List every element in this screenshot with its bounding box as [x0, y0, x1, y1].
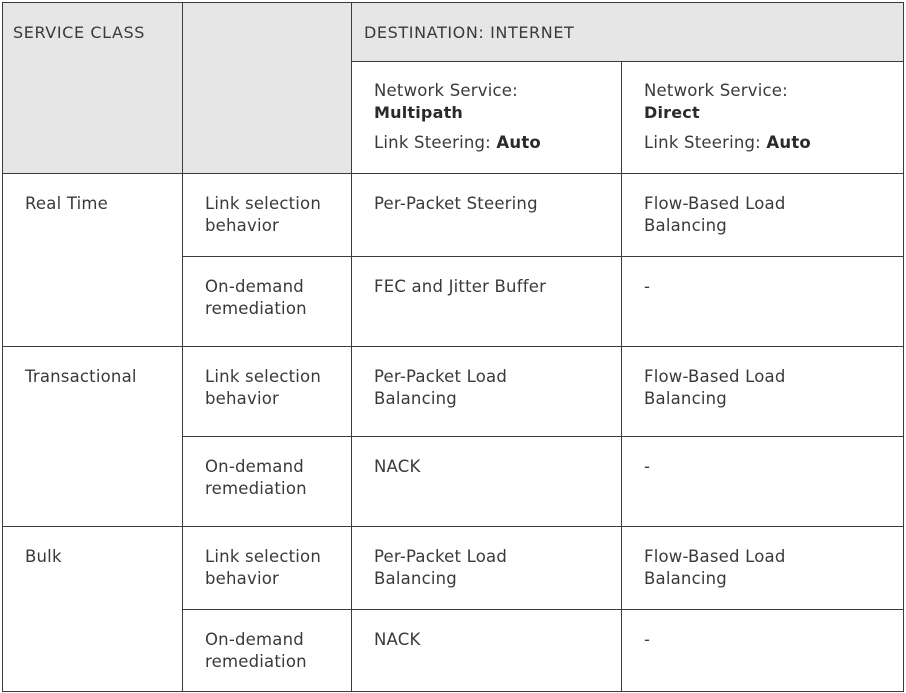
direct-value-cell [622, 610, 904, 692]
row-label-line: Link selection [205, 367, 321, 386]
value-line: Per-Packet Load [374, 547, 508, 566]
value-line: Per-Packet Load [374, 367, 508, 386]
value-line: NACK [374, 457, 421, 476]
multipath-value-cell [352, 610, 622, 692]
value-line: Flow-Based Load [644, 547, 786, 566]
value-line: FEC and Jitter Buffer [374, 277, 547, 296]
service-class-cell: Bulk [3, 527, 183, 692]
direct-value-cell [622, 347, 904, 437]
row-label-line: behavior [205, 389, 280, 408]
value-line: NACK [374, 630, 421, 649]
header-direct-column [622, 62, 904, 174]
link-steering-value: Auto [496, 133, 541, 152]
value-line: - [644, 457, 651, 476]
network-service-label: Network Service: [644, 81, 788, 100]
value-line: - [644, 630, 651, 649]
multipath-value-cell [352, 174, 622, 257]
row-label-line: remediation [205, 299, 307, 318]
header-multipath-column [352, 62, 622, 174]
row-label-cell [183, 527, 352, 610]
direct-value-cell [622, 257, 904, 347]
service-class-cell: Transactional [3, 347, 183, 527]
table-row [3, 174, 904, 257]
row-label-cell [183, 257, 352, 347]
row-label-line: On-demand [205, 277, 304, 296]
row-label-line: On-demand [205, 457, 304, 476]
service-class-cell: Real Time [3, 174, 183, 347]
network-service-label: Network Service: [374, 81, 518, 100]
link-steering-label: Link Steering: [374, 133, 491, 152]
table-row [3, 347, 904, 437]
row-label-line: behavior [205, 569, 280, 588]
multipath-value-cell [352, 347, 622, 437]
row-label-line: remediation [205, 652, 307, 671]
value-line: Flow-Based Load [644, 194, 786, 213]
row-label-cell [183, 174, 352, 257]
value-line: Balancing [644, 569, 727, 588]
value-line: Per-Packet Steering [374, 194, 538, 213]
header-blank-cell [183, 3, 352, 174]
network-service-value: Multipath [374, 103, 464, 122]
value-line: Balancing [374, 569, 457, 588]
network-service-value: Direct [644, 103, 700, 122]
link-steering-value: Auto [766, 133, 811, 152]
value-line: Balancing [644, 389, 727, 408]
table-row [3, 527, 904, 610]
link-steering [644, 132, 903, 154]
row-label-cell [183, 437, 352, 527]
row-label-cell [183, 347, 352, 437]
header-destination: DESTINATION: INTERNET [352, 3, 904, 62]
link-steering [374, 132, 621, 154]
header-service-class: SERVICE CLASS [3, 3, 183, 174]
value-line: Balancing [374, 389, 457, 408]
row-label-line: remediation [205, 479, 307, 498]
value-line: - [644, 277, 651, 296]
value-line: Flow-Based Load [644, 367, 786, 386]
row-label-line: Link selection [205, 194, 321, 213]
row-label-line: Link selection [205, 547, 321, 566]
direct-value-cell [622, 174, 904, 257]
direct-value-cell [622, 527, 904, 610]
row-label-cell [183, 610, 352, 692]
multipath-value-cell [352, 437, 622, 527]
link-steering-label: Link Steering: [644, 133, 761, 152]
row-label-line: behavior [205, 216, 280, 235]
service-class-table [2, 2, 904, 692]
direct-value-cell [622, 437, 904, 527]
multipath-value-cell [352, 257, 622, 347]
multipath-value-cell [352, 527, 622, 610]
value-line: Balancing [644, 216, 727, 235]
row-label-line: On-demand [205, 630, 304, 649]
